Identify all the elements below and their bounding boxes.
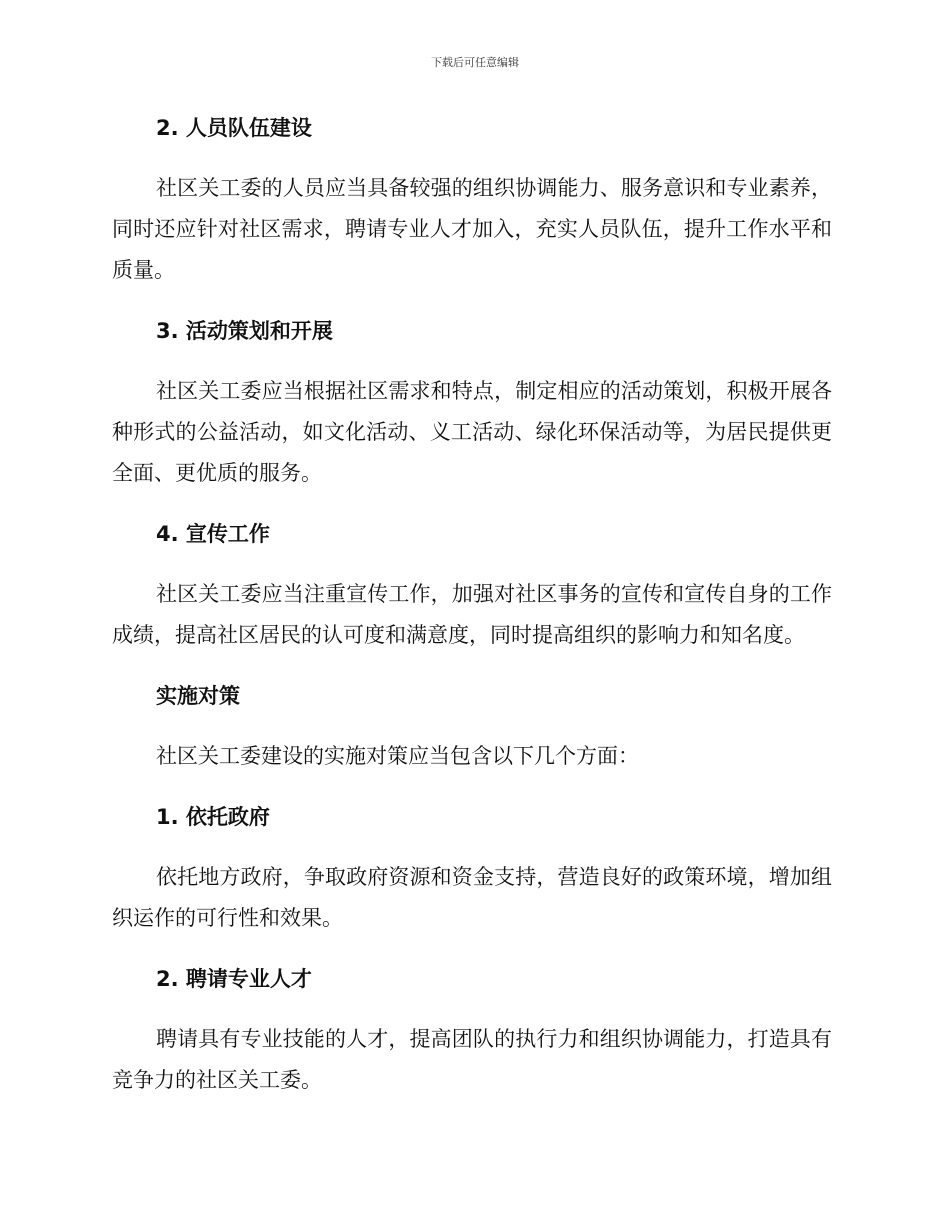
paragraph-government: 依托地方政府，争取政府资源和资金支持，营造良好的政策环境，增加组织运作的可行性和效果。 bbox=[112, 865, 832, 930]
paragraph-activities: 社区关工委应当根据社区需求和特点，制定相应的活动策划，积极开展各种形式的公益活动，如文化活动、义工活动、绿化环保活动等，为居民提供更全面、更优质的服务。 bbox=[112, 379, 832, 485]
section-heading-personnel: 2. 人员队伍建设 bbox=[156, 116, 312, 140]
paragraph-talent: 聘请具有专业技能的人才，提高团队的执行力和组织协调能力，打造具有竞争力的社区关工委。 bbox=[112, 1027, 832, 1092]
section-heading-implementation: 实施对策 bbox=[156, 684, 240, 708]
page-header: 下载后可任意编辑 bbox=[431, 56, 519, 69]
section-heading-publicity: 4. 宣传工作 bbox=[156, 522, 270, 546]
section-heading-government: 1. 依托政府 bbox=[156, 805, 270, 829]
section-heading-activities: 3. 活动策划和开展 bbox=[156, 319, 333, 343]
section-heading-talent: 2. 聘请专业人才 bbox=[156, 967, 312, 991]
paragraph-personnel: 社区关工委的人员应当具备较强的组织协调能力、服务意识和专业素养，同时还应针对社区需求，聘请专业人才加入，充实人员队伍，提升工作水平和质量。 bbox=[112, 176, 832, 282]
document-body bbox=[112, 108, 832, 1121]
paragraph-implementation-intro: 社区关工委建设的实施对策应当包含以下几个方面： bbox=[156, 744, 639, 768]
paragraph-publicity: 社区关工委应当注重宣传工作，加强对社区事务的宣传和宣传自身的工作成绩，提高社区居民的认可度和满意度，同时提高组织的影响力和知名度。 bbox=[112, 582, 832, 647]
